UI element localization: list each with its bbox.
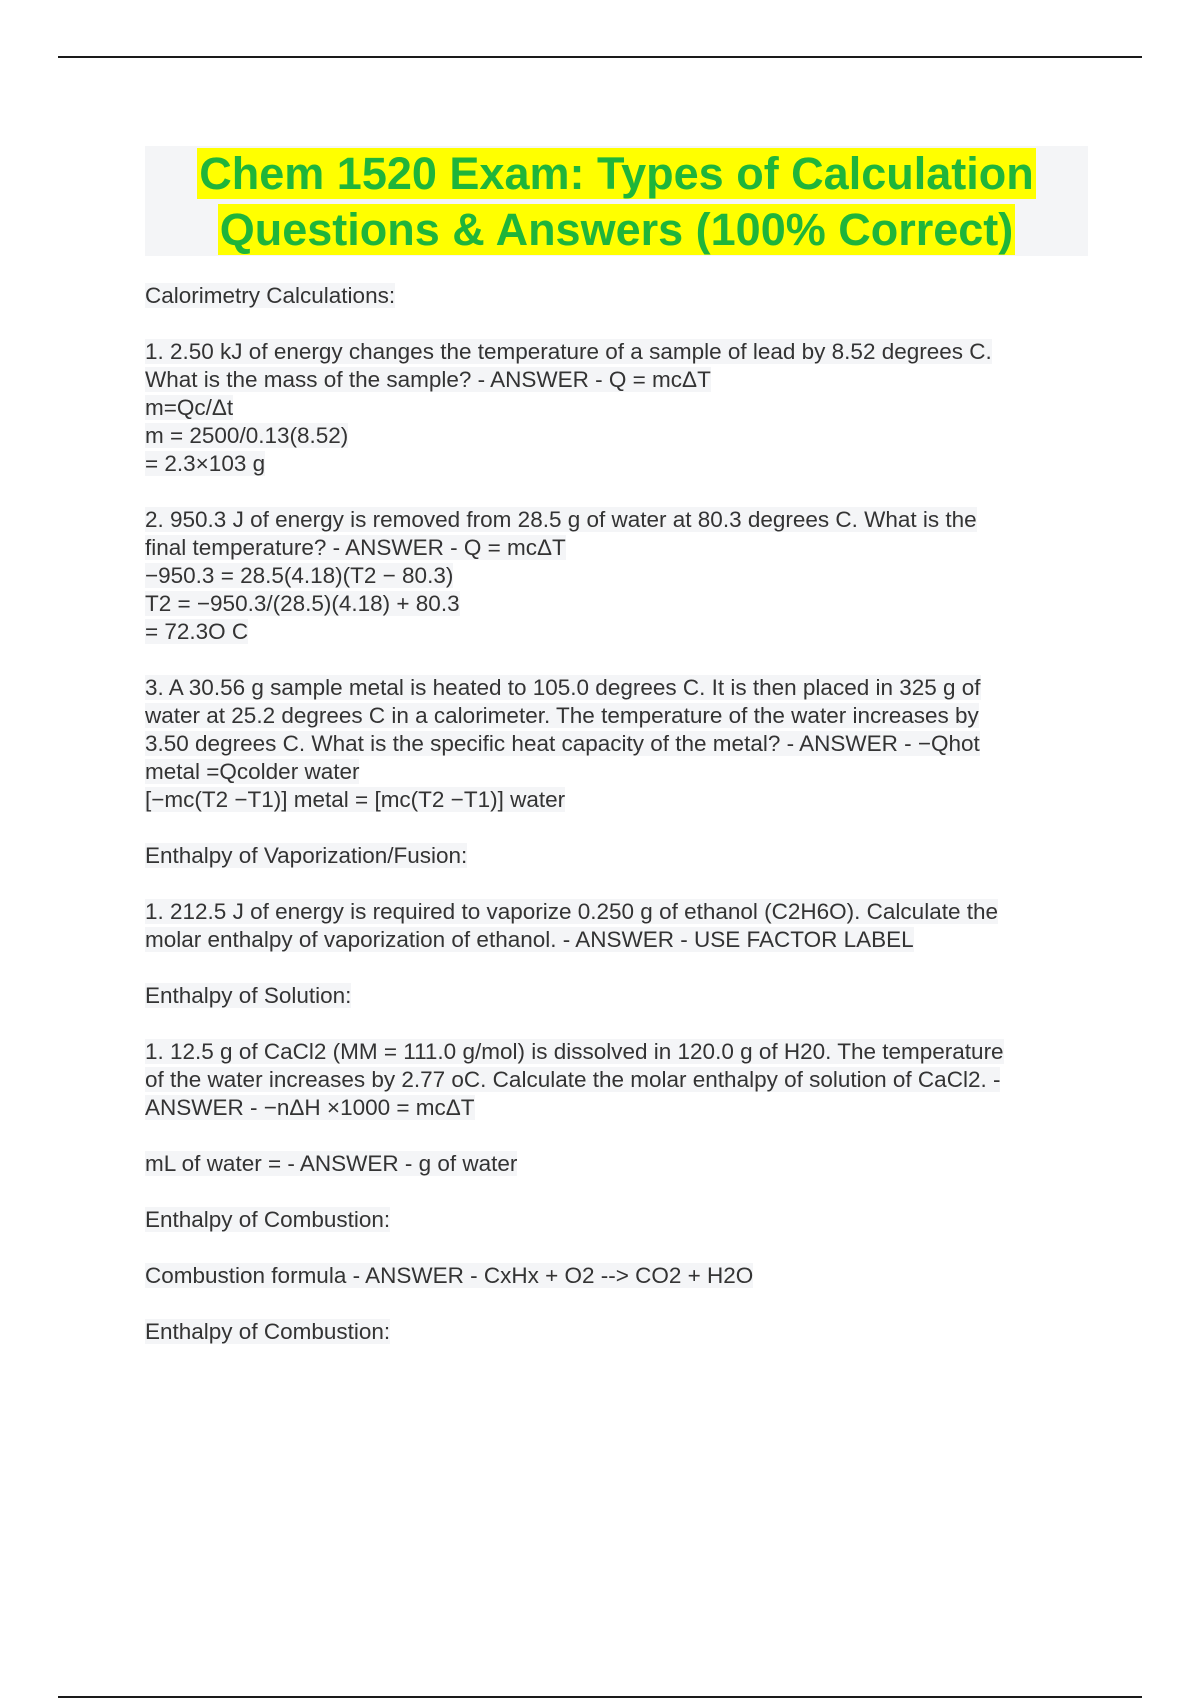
section-heading-combustion xyxy=(145,1206,1105,1234)
question-text: water at 25.2 degrees C in a calorimeter. The temperature of the water increases by xyxy=(145,703,979,728)
question-calorimetry-2 xyxy=(145,506,1105,646)
section-heading-vaporization xyxy=(145,842,1105,870)
title-line-2: Questions & Answers (100% Correct) xyxy=(219,204,1014,255)
question-calorimetry-3 xyxy=(145,674,1105,814)
question-text: mL of water = - ANSWER - g of water xyxy=(145,1151,518,1176)
answer-text: ANSWER - −nΔH ×1000 = mcΔT xyxy=(145,1095,475,1120)
answer-text: [−mc(T2 −T1)] metal = [mc(T2 −T1)] water xyxy=(145,787,566,812)
question-text: 2. 950.3 J of energy is removed from 28.5 g of water at 80.3 degrees C. What is the xyxy=(145,507,977,532)
question-solution-1 xyxy=(145,1038,1105,1122)
question-combustion-1 xyxy=(145,1262,1105,1290)
question-text: 3. A 30.56 g sample metal is heated to 105.0 degrees C. It is then placed in 325 g of xyxy=(145,675,981,700)
question-solution-2 xyxy=(145,1150,1105,1178)
question-text: of the water increases by 2.77 oC. Calculate the molar enthalpy of solution of CaCl2. - xyxy=(145,1067,1001,1092)
section-heading-solution xyxy=(145,982,1105,1010)
heading-text: Enthalpy of Combustion: xyxy=(145,1207,391,1232)
question-calorimetry-1 xyxy=(145,338,1105,478)
section-heading-calorimetry xyxy=(145,282,1105,310)
answer-text: T2 = −950.3/(28.5)(4.18) + 80.3 xyxy=(145,591,460,616)
question-vaporization-1 xyxy=(145,898,1105,954)
question-text: Combustion formula - ANSWER - CxHx + O2 --> CO2 + H2O xyxy=(145,1263,754,1288)
question-text: 1. 212.5 J of energy is required to vaporize 0.250 g of ethanol (C2H6O). Calculate the xyxy=(145,899,999,924)
question-text: What is the mass of the sample? - ANSWER - Q = mcΔT xyxy=(145,367,711,392)
answer-text: m=Qc/Δt xyxy=(145,395,234,420)
question-text: final temperature? - ANSWER - Q = mcΔT xyxy=(145,535,566,560)
answer-text: metal =Qcolder water xyxy=(145,759,360,784)
bottom-rule xyxy=(58,1696,1142,1698)
heading-text: Calorimetry Calculations: xyxy=(145,283,396,308)
question-text: 3.50 degrees C. What is the specific heat capacity of the metal? - ANSWER - −Qhot xyxy=(145,731,980,756)
top-rule xyxy=(58,56,1142,58)
question-text: 1. 12.5 g of CaCl2 (MM = 111.0 g/mol) is dissolved in 120.0 g of H20. The temperature xyxy=(145,1039,1004,1064)
answer-text: −950.3 = 28.5(4.18)(T2 − 80.3) xyxy=(145,563,454,588)
heading-text: Enthalpy of Combustion: xyxy=(145,1319,391,1344)
title-line-1: Chem 1520 Exam: Types of Calculation xyxy=(199,148,1034,199)
document-body xyxy=(145,282,1105,1374)
answer-text: = 2.3×103 g xyxy=(145,451,266,476)
section-heading-combustion-2 xyxy=(145,1318,1105,1346)
question-text: molar enthalpy of vaporization of ethanol. - ANSWER - USE FACTOR LABEL xyxy=(145,927,914,952)
question-text: 1. 2.50 kJ of energy changes the temperature of a sample of lead by 8.52 degrees C. xyxy=(145,339,992,364)
answer-text: = 72.3O C xyxy=(145,619,249,644)
heading-text: Enthalpy of Vaporization/Fusion: xyxy=(145,843,468,868)
answer-text: m = 2500/0.13(8.52) xyxy=(145,423,349,448)
heading-text: Enthalpy of Solution: xyxy=(145,983,352,1008)
document-title xyxy=(145,146,1088,256)
